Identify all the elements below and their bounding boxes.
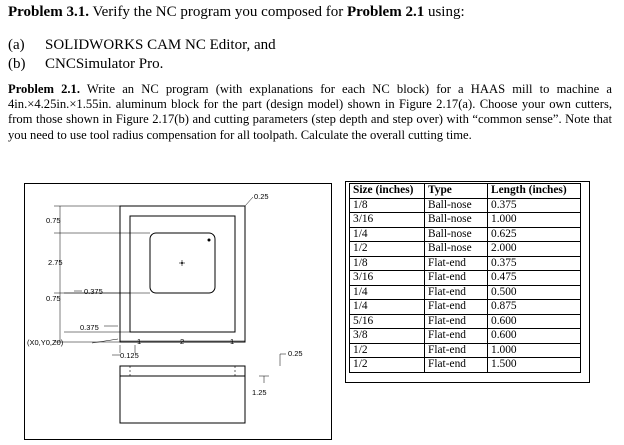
dim-0-25-top: 0.25 xyxy=(254,192,269,201)
dim-0-25-side: 0.25 xyxy=(288,349,303,358)
cell-length: 1.000 xyxy=(488,343,581,358)
dim-0-375-a: 0.375 xyxy=(84,287,103,296)
cell-length: 0.500 xyxy=(488,285,581,300)
list-item-a-marker: (a) xyxy=(8,37,25,53)
cell-type: Flat-end xyxy=(425,329,488,344)
problem-3-1-suffix: using: xyxy=(424,4,465,20)
header-length: Length (inches) xyxy=(488,184,581,199)
cell-length: 1.500 xyxy=(488,358,581,373)
dim-2-75: 2.75 xyxy=(48,258,63,267)
dim-2: 2 xyxy=(180,337,185,346)
cell-type: Flat-end xyxy=(425,358,488,373)
cell-size: 1/4 xyxy=(350,300,425,315)
cell-type: Flat-end xyxy=(425,343,488,358)
cell-size: 5/16 xyxy=(350,314,425,329)
dim-1-b: 1 xyxy=(230,337,235,346)
table-row xyxy=(350,242,581,257)
origin-label: (X0,Y0,Z0) xyxy=(27,338,64,347)
cell-type: Ball-nose xyxy=(425,213,488,228)
table-row xyxy=(350,358,581,373)
table-row xyxy=(350,285,581,300)
table-row xyxy=(350,227,581,242)
cell-length: 0.600 xyxy=(488,329,581,344)
dim-0-75-top: 0.75 xyxy=(46,216,61,225)
problem-3-1-heading xyxy=(8,4,465,21)
cell-length: 0.475 xyxy=(488,271,581,286)
list-item-b-text: CNCSimulator Pro. xyxy=(45,56,164,72)
table-row xyxy=(350,198,581,213)
cell-type: Flat-end xyxy=(425,285,488,300)
cell-size: 3/16 xyxy=(350,271,425,286)
table-row xyxy=(350,271,581,286)
dim-0-125: 0.125 xyxy=(120,351,139,360)
top-view-outer-outline xyxy=(120,206,245,342)
problem-3-1-label: Problem 3.1. xyxy=(8,4,89,20)
cell-type: Flat-end xyxy=(425,314,488,329)
cutter-table xyxy=(349,183,581,373)
cell-size: 1/2 xyxy=(350,242,425,257)
cell-size: 3/16 xyxy=(350,213,425,228)
table-row xyxy=(350,329,581,344)
problem-2-1-paragraph xyxy=(8,82,612,143)
cell-length: 2.000 xyxy=(488,242,581,257)
cell-type: Flat-end xyxy=(425,256,488,271)
header-size: Size (inches) xyxy=(350,184,425,199)
dim-1-a: 1 xyxy=(137,337,142,346)
table-row xyxy=(350,213,581,228)
cell-length: 1.000 xyxy=(488,213,581,228)
cell-size: 3/8 xyxy=(350,329,425,344)
list-item-a-text: SOLIDWORKS CAM NC Editor, and xyxy=(45,37,276,53)
cell-length: 0.375 xyxy=(488,198,581,213)
cell-length: 0.875 xyxy=(488,300,581,315)
table-row xyxy=(350,343,581,358)
part-drawing-svg xyxy=(24,183,332,440)
part-drawing-figure xyxy=(24,183,332,440)
cell-size: 1/2 xyxy=(350,358,425,373)
table-header-row xyxy=(350,184,581,199)
cell-type: Ball-nose xyxy=(425,242,488,257)
cell-type: Flat-end xyxy=(425,271,488,286)
table-row xyxy=(350,256,581,271)
cell-size: 1/8 xyxy=(350,198,425,213)
cell-size: 1/2 xyxy=(350,343,425,358)
cell-size: 1/4 xyxy=(350,227,425,242)
cell-type: Ball-nose xyxy=(425,198,488,213)
cell-size: 1/4 xyxy=(350,285,425,300)
problem-2-1-text: Write an NC program (with explanations for each NC block) for a HAAS mill to machine a 4in.×4.25in.×1.55in. aluminum block for the part (design model) shown in Figure 2.17(a). Choose your own cutters, from those shown in Figure 2.17(b) and cutting parameters (step depth and step over) with “common sense”. Note that you need to use tool radius compensation for all toolpath. Calculate the overall cutting time. xyxy=(8,82,612,142)
problem-2-1-label: Problem 2.1. xyxy=(8,82,80,96)
dim-0-375-b: 0.375 xyxy=(80,323,99,332)
cell-length: 0.600 xyxy=(488,314,581,329)
dim-0-75-bottom: 0.75 xyxy=(46,294,61,303)
front-view-outline xyxy=(120,366,245,423)
header-type: Type xyxy=(425,184,488,199)
cell-length: 0.375 xyxy=(488,256,581,271)
cell-type: Flat-end xyxy=(425,300,488,315)
cell-length: 0.625 xyxy=(488,227,581,242)
dim-1-25: 1.25 xyxy=(252,388,267,397)
problem-3-1-text: Verify the NC program you composed for xyxy=(88,4,347,20)
problem-2-1-reference: Problem 2.1 xyxy=(346,4,425,20)
table-row xyxy=(350,300,581,315)
cell-size: 1/8 xyxy=(350,256,425,271)
table-row xyxy=(350,314,581,329)
list-item-b-marker: (b) xyxy=(8,56,26,72)
cell-type: Ball-nose xyxy=(425,227,488,242)
